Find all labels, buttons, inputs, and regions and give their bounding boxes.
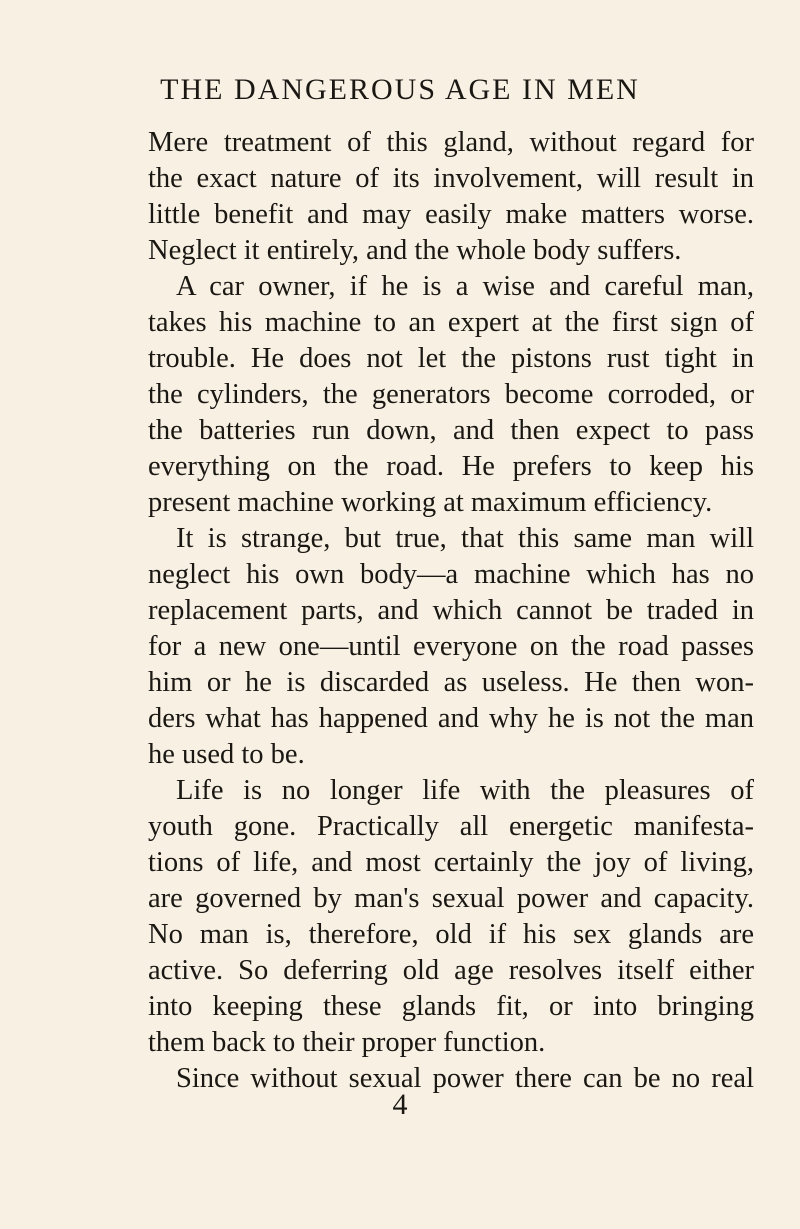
text-line-7: trouble. He does not let the pistons rust tight in [148, 343, 754, 374]
text-line-22: are governed by man's sexual power and capacity. [148, 883, 754, 914]
text-line-10: everything on the road. He prefers to keep his [148, 451, 754, 482]
text-line-12: It is strange, but true, that this same man will [176, 523, 754, 554]
running-head: THE DANGEROUS AGE IN MEN [160, 73, 640, 106]
text-line-25: into keeping these glands fit, or into bringing [148, 991, 754, 1022]
text-line-6: takes his machine to an expert at the first sign of [148, 307, 754, 338]
text-line-26: them back to their proper function. [148, 1027, 546, 1058]
text-line-14: replacement parts, and which cannot be traded in [148, 595, 754, 626]
text-line-21: tions of life, and most certainly the joy of living, [148, 847, 754, 878]
text-line-27: Since without sexual power there can be no real [176, 1063, 754, 1094]
text-line-16: him or he is discarded as useless. He then won- [148, 667, 754, 698]
text-line-15: for a new one—until everyone on the road passes [148, 631, 754, 662]
text-line-13: neglect his own body—a machine which has no [148, 559, 754, 590]
text-line-2: the exact nature of its involvement, will result in [148, 163, 754, 194]
text-line-1: Mere treatment of this gland, without regard for [148, 127, 754, 158]
text-line-17: ders what has happened and why he is not the man [148, 703, 754, 734]
text-line-19: Life is no longer life with the pleasures of [176, 775, 754, 806]
text-line-5: A car owner, if he is a wise and careful man, [176, 271, 754, 302]
text-line-3: little benefit and may easily make matters worse. [148, 199, 754, 230]
text-line-23: No man is, therefore, old if his sex glands are [148, 919, 754, 950]
text-line-18: he used to be. [148, 739, 305, 770]
text-line-4: Neglect it entirely, and the whole body suffers. [148, 235, 682, 266]
text-line-20: youth gone. Practically all energetic manifesta- [148, 811, 754, 842]
text-line-24: active. So deferring old age resolves itself either [148, 955, 754, 986]
text-line-9: the batteries run down, and then expect to pass [148, 415, 754, 446]
text-line-8: the cylinders, the generators become corroded, or [148, 379, 754, 410]
page-number: 4 [392, 1088, 408, 1121]
text-line-11: present machine working at maximum efficiency. [148, 487, 713, 518]
